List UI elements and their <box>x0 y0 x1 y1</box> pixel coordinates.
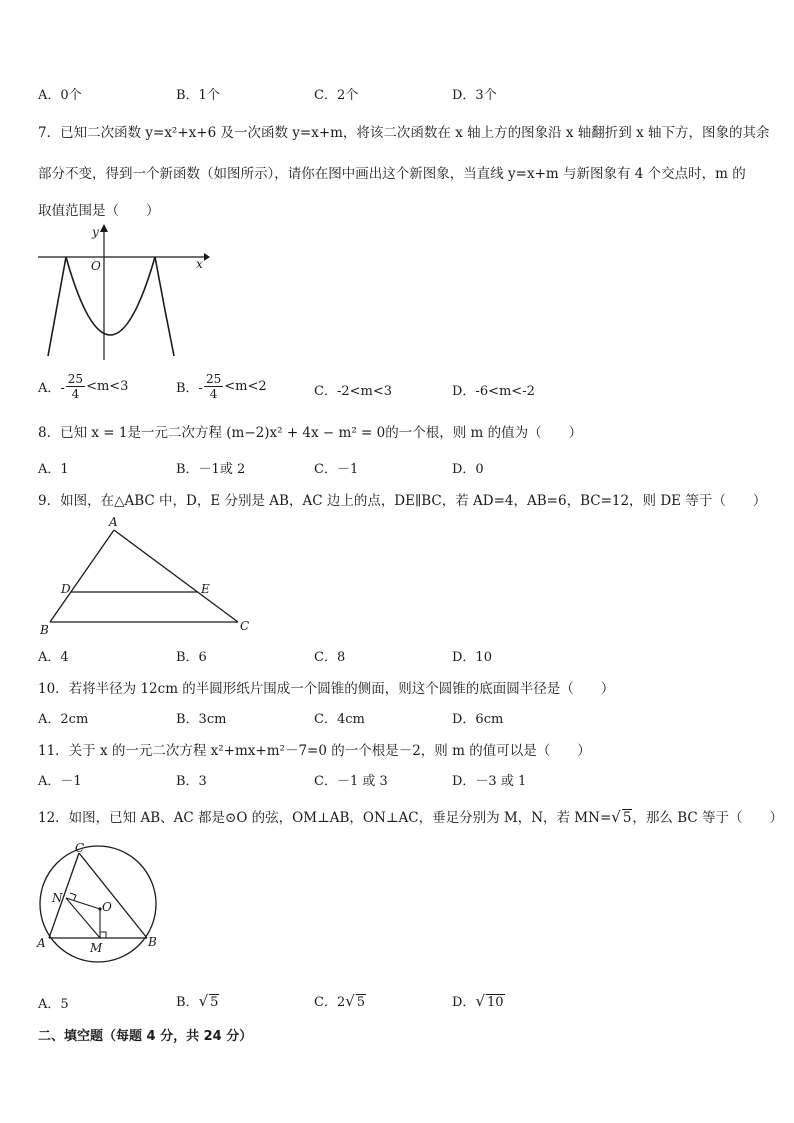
q10-option-c: C．4cm <box>314 712 365 727</box>
q11-option-b: B．3 <box>176 774 207 789</box>
q10-option-d: D．6cm <box>452 712 504 727</box>
q7-figure-parabola <box>36 222 216 362</box>
q6-option-c: C．2个 <box>314 88 359 103</box>
q6-option-a: A．0个 <box>38 88 82 103</box>
q10-option-b: B．3cm <box>176 712 227 727</box>
q9-fig-label-a: A <box>109 515 118 529</box>
q7-option-a: A．- $\frac{25}{4}$ <m<3 <box>38 372 129 401</box>
q10-stem: 10．若将半径为 12cm 的半圆形纸片围成一个圆锥的侧面，则这个圆锥的底面圆半径是（ ） <box>38 681 615 697</box>
q8-option-d: D．0 <box>452 462 484 477</box>
q7-option-c: C．-2<m<3 <box>314 384 392 399</box>
q7-stem-line2: 部分不变，得到一个新函数（如图所示），请你在图中画出这个新图象，当直线 y=x+m 与新图象有 4 个交点时，m 的 <box>38 166 746 182</box>
q7-stem-line1: 7．已知二次函数 y=x²+x+6 及一次函数 y=x+m，将该二次函数在 x 轴上方的图象沿 x 轴翻折到 x 轴下方，图象的其余 <box>38 125 770 141</box>
q11-option-a: A．－1 <box>38 774 82 789</box>
q9-stem: 9．如图，在△ABC 中，D，E 分别是 AB，AC 边上的点，DE∥BC，若 AD=4，AB=6，BC=12，则 DE 等于（ ） <box>38 493 767 509</box>
q10-option-a: A．2cm <box>38 712 89 727</box>
q8-stem: 8．已知 x = 1是一元二次方程 (m−2)x² + 4x − m² = 0的一个根，则 m 的值为（ ） <box>38 425 583 441</box>
q8-option-a: A．1 <box>38 462 69 477</box>
q6-option-d: D．3个 <box>452 88 497 103</box>
q11-stem: 11．关于 x 的一元二次方程 x²+mx+m²－7=0 的一个根是－2，则 m 的值可以是（ ） <box>38 743 591 759</box>
q12-fig-label-b: B <box>148 935 157 949</box>
q9-fig-label-e: E <box>201 582 210 596</box>
q12-stem: 12．如图，已知 AB、AC 都是⊙O 的弦，OM⊥AB，ON⊥AC，垂足分别为 M，N，若 MN=√ 5，那么 BC 等于（ ） <box>38 808 784 826</box>
q9-fig-label-d: D <box>61 582 71 596</box>
q9-fig-label-c: C <box>240 619 250 633</box>
section-2-heading: 二、填空题（每题 4 分，共 24 分） <box>38 1029 253 1044</box>
q12-fig-label-n: N <box>52 891 63 905</box>
q12-option-b: B．√ 5 <box>176 992 219 1010</box>
q12-fig-label-c: C <box>75 841 85 855</box>
q12-fig-label-o: O <box>102 900 112 914</box>
q9-option-b: B．6 <box>176 650 207 665</box>
q9-option-a: A．4 <box>38 650 69 665</box>
q7-option-b: B．- $\frac{25}{4}$ <m<2 <box>176 372 267 401</box>
q12-fig-label-a: A <box>37 936 46 950</box>
q7-stem-line3: 取值范围是（ ） <box>38 203 160 219</box>
q12-option-c: C．2√ 5 <box>314 992 366 1010</box>
q11-option-c: C．－1 或 3 <box>314 774 388 789</box>
q9-fig-label-b: B <box>40 623 49 637</box>
q12-fig-label-m: M <box>90 941 103 955</box>
q7-fig-origin-label: O <box>91 259 101 273</box>
q9-option-c: C．8 <box>314 650 346 665</box>
q12-option-d: D．√ 10 <box>452 992 504 1010</box>
q8-option-b: B．－1或 2 <box>176 462 246 477</box>
q12-figure-circle <box>34 836 166 966</box>
q8-option-c: C．－1 <box>314 462 359 477</box>
q7-option-d: D．-6<m<-2 <box>452 384 535 399</box>
q12-option-a: A．5 <box>38 997 69 1012</box>
q7-fig-y-label: y <box>92 225 99 239</box>
q6-option-b: B．1个 <box>176 88 220 103</box>
q7-fig-x-label: x <box>196 257 203 271</box>
q9-option-d: D．10 <box>452 650 492 665</box>
q11-option-d: D．－3 或 1 <box>452 774 527 789</box>
q9-figure-triangle <box>36 512 256 638</box>
